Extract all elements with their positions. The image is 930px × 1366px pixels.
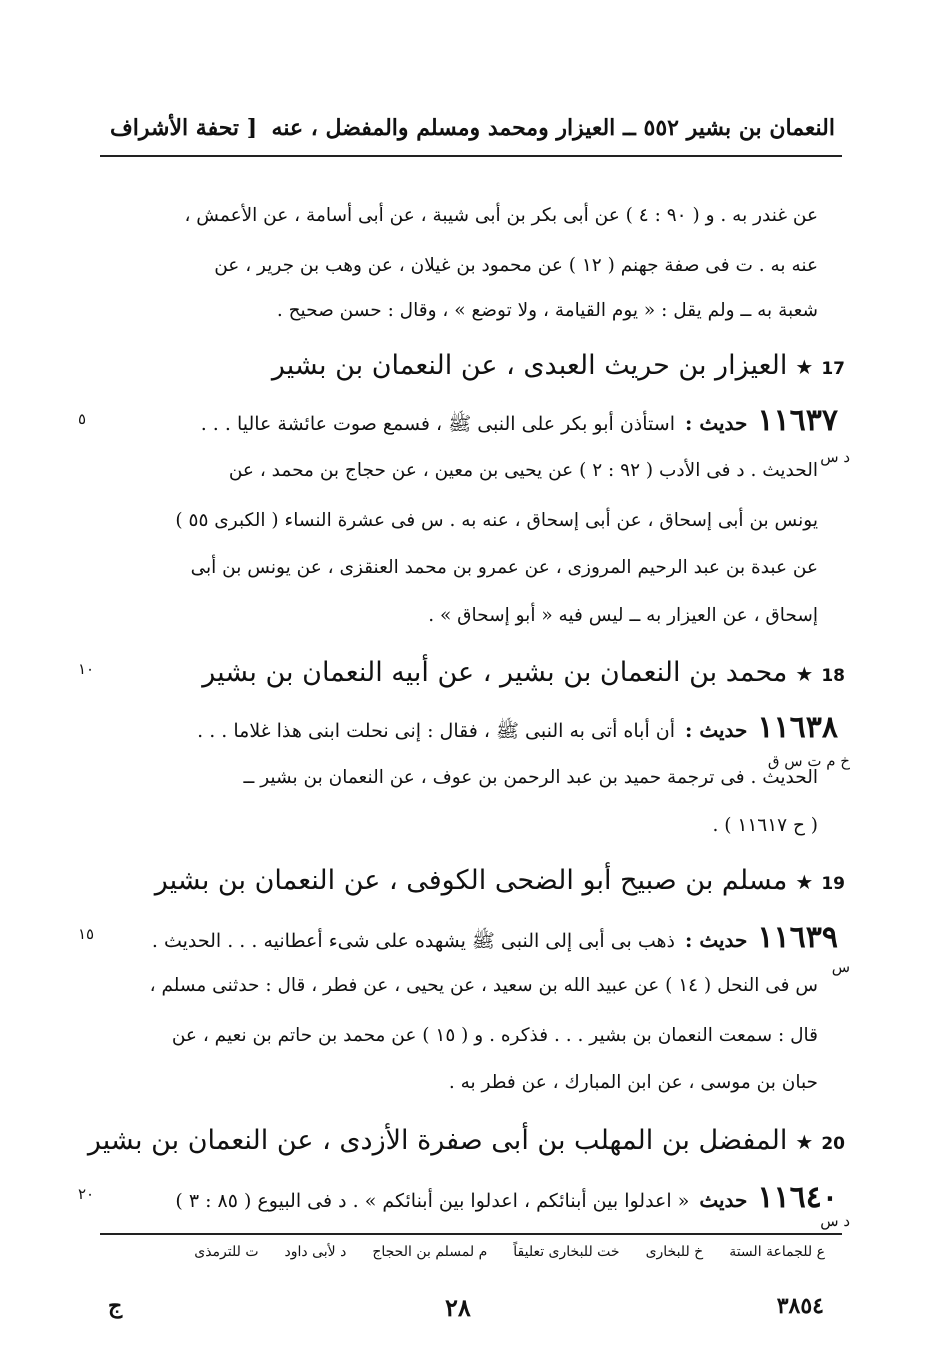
text-line: ( ح ١١٦١٧ ) . bbox=[712, 815, 818, 836]
hadith-text: ذهب بى أبى إلى النبى ﷺ يشهده على شىء أعطانيه . . . الحديث . bbox=[151, 930, 675, 952]
page-number: ٢٨ bbox=[445, 1293, 471, 1322]
text-line: إسحاق ، عن العيزار به ــ ليس فيه « أبو إسحاق » . bbox=[428, 605, 818, 626]
hadith-text: أن أباه أتى به النبى ﷺ ، فقال : إنى نحلت ابنى هذا غلاما . . . bbox=[197, 720, 675, 742]
footnote-abbreviations bbox=[194, 1244, 825, 1260]
source-symbols: س bbox=[831, 958, 850, 976]
chapter-title: العيزار بن حريث العبدى ، عن النعمان بن بشير bbox=[271, 350, 788, 381]
footnote-item: م لمسلم بن الحجاج bbox=[372, 1244, 488, 1260]
margin-line-number: ١٠ bbox=[78, 660, 95, 678]
text-line: عنه به . ت فى صفة جهنم ( ١٢ ) عن محمود بن غيلان ، عن وهب بن جرير ، عن bbox=[214, 255, 818, 276]
source-symbols: خ م ت س ق bbox=[767, 752, 850, 770]
hadith-number: ١١٦٣٨ bbox=[757, 710, 838, 745]
text-line: الحديث . د فى الأدب ( ٩٢ : ٢ ) عن يحيى بن معين ، عن حجاج بن محمد ، عن bbox=[228, 460, 818, 481]
source-symbols: د س bbox=[820, 448, 850, 466]
margin-line-number: ١٥ bbox=[78, 925, 95, 943]
text-line: قال : سمعت النعمان بن بشير . . . فذكره . و ( ١٥ ) عن محمد بن حاتم بن نعيم ، عن bbox=[171, 1025, 818, 1046]
hadith-label: حديث bbox=[699, 1188, 748, 1212]
signature-mark: ج bbox=[108, 1293, 123, 1319]
text-line: س فى النحل ( ١٤ ) عن عبيد الله بن سعيد ، عن يحيى ، عن فطر ، قال : حدثنى مسلم ، bbox=[149, 975, 818, 996]
text-line: عن غندر به . و ( ٩٠ : ٤ ) عن أبى بكر بن أبى شيبة ، عن أبى أسامة ، عن الأعمش ، bbox=[184, 205, 818, 226]
chapter-title: محمد بن النعمان بن بشير ، عن أبيه النعمان بن بشير bbox=[202, 657, 788, 688]
star-icon: ★ bbox=[795, 662, 814, 686]
text-line: شعبة به ــ ولم يقل : « يوم القيامة ، ولا توضع » ، وقال : حسن صحيح . bbox=[276, 300, 818, 321]
hadith-number: ١١٦٣٩ bbox=[757, 920, 838, 955]
book-title: [ تحفة الأشراف bbox=[110, 115, 258, 141]
hadith-label: حديث : bbox=[685, 411, 748, 435]
chapter-number: 17 bbox=[821, 359, 845, 379]
footnote-rule bbox=[100, 1233, 842, 1235]
chapter-title: مسلم بن صبيح أبو الضحى الكوفى ، عن النعمان بن بشير bbox=[154, 865, 788, 896]
source-symbols: د س bbox=[820, 1212, 850, 1230]
chapter-number: 18 bbox=[821, 666, 845, 686]
hadith-entry bbox=[201, 403, 838, 440]
chapter-number: 19 bbox=[821, 874, 845, 894]
running-header: النعمان بن بشير ٥٥٢ ــ العيزار ومحمد ومسلم والمفضل ، عنه bbox=[271, 115, 835, 141]
chapter-title: المفضل بن المهلب بن أبى صفرة الأزدى ، عن النعمان بن بشير bbox=[87, 1125, 788, 1156]
star-icon: ★ bbox=[795, 355, 814, 379]
hadith-entry bbox=[152, 920, 838, 957]
chapter-heading bbox=[272, 350, 845, 381]
hadith-entry bbox=[175, 1180, 838, 1215]
text-line: الحديث . فى ترجمة حميد بن عبد الرحمن بن عوف ، عن النعمان بن بشير ــ bbox=[243, 767, 818, 788]
hadith-label: حديث : bbox=[685, 718, 748, 742]
footnote-item: خت للبخارى تعليقاً bbox=[513, 1244, 620, 1260]
chapter-heading bbox=[155, 865, 845, 896]
chapter-heading bbox=[88, 1125, 845, 1156]
text-line: يونس بن أبى إسحاق ، عن أبى إسحاق ، عنه به . س فى عشرة النساء ( الكبرى ٥٥ ) bbox=[175, 510, 818, 531]
text-line: حبان بن موسى ، عن ابن المبارك ، عن فطر به . bbox=[448, 1072, 818, 1093]
header-rule bbox=[100, 155, 842, 157]
margin-line-number: ٥ bbox=[78, 410, 87, 428]
star-icon: ★ bbox=[795, 1130, 814, 1154]
hadith-text: « اعدلوا بين أبنائكم ، اعدلوا بين أبنائكم » . د فى البيوع ( ٨٥ : ٣ ) bbox=[175, 1190, 690, 1212]
star-icon: ★ bbox=[795, 870, 814, 894]
margin-line-number: ٢٠ bbox=[78, 1185, 95, 1203]
text-line: عن عبدة بن عبد الرحيم المروزى ، عن عمرو بن محمد العنقزى ، عن يونس بن أبى bbox=[190, 557, 818, 578]
hadith-number: ١١٦٤٠ bbox=[757, 1180, 838, 1215]
footnote-item: خ للبخارى bbox=[645, 1244, 704, 1260]
footnote-item: د لأبى داود bbox=[284, 1244, 347, 1260]
chapter-number: 20 bbox=[821, 1134, 845, 1154]
chapter-heading bbox=[202, 657, 845, 688]
footnote-item: ت للترمذى bbox=[194, 1244, 259, 1260]
hadith-text: استأذن أبو بكر على النبى ﷺ ، فسمع صوت عائشة عاليا . . . bbox=[200, 413, 675, 435]
hadith-label: حديث : bbox=[685, 928, 748, 952]
footnote-item: ع للجماعة الستة bbox=[729, 1244, 825, 1260]
hadith-number: ١١٦٣٧ bbox=[757, 403, 838, 438]
hadith-entry bbox=[197, 710, 838, 747]
volume-number: ٣٨٥٤ bbox=[776, 1293, 824, 1319]
